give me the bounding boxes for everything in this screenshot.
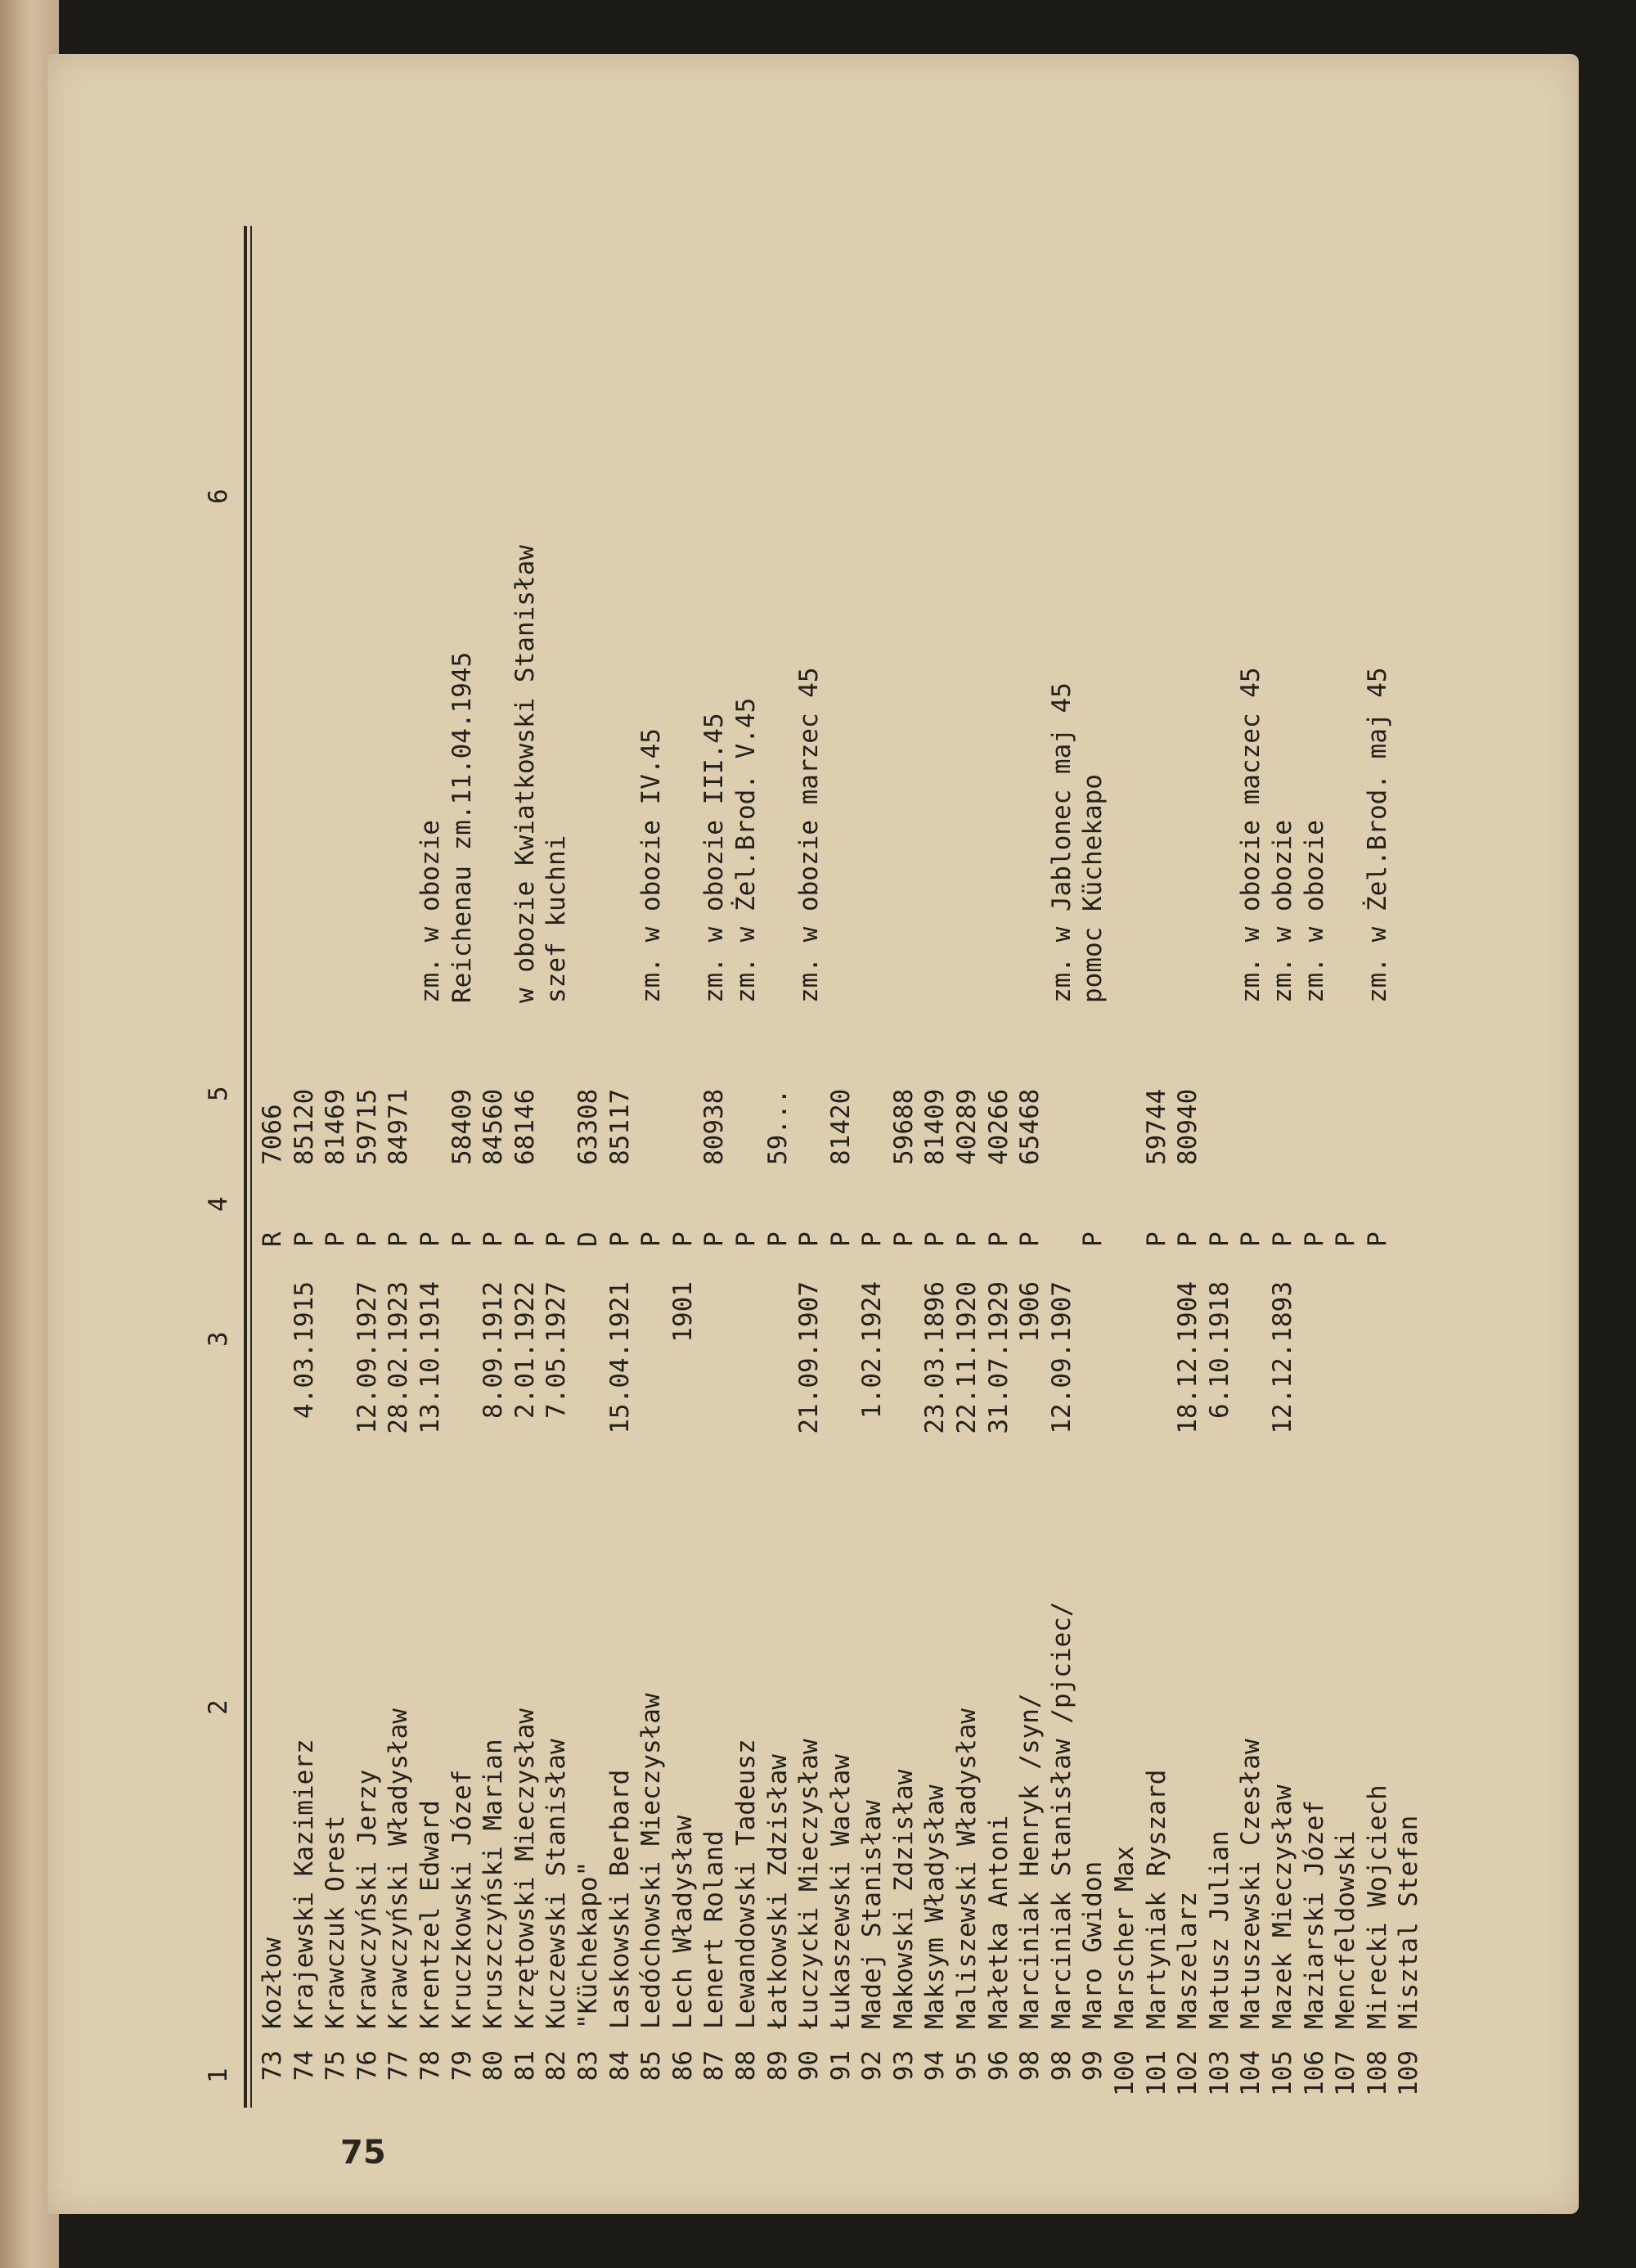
table-row <box>762 144 794 2108</box>
row-category: P <box>384 1231 414 1247</box>
row-name: Kruczkowski Józef <box>447 1769 477 2029</box>
row-number: 89 <box>762 2050 793 2081</box>
table-row <box>919 144 951 2108</box>
rotated-register-table <box>198 128 1474 2108</box>
row-category: P <box>289 1231 319 1247</box>
row-note: w obozie Kwiatkowski Stanisław <box>510 545 540 1003</box>
row-date: 12.09.1907 <box>1046 1281 1076 1434</box>
row-note: pomoc Küchekapo <box>1078 774 1108 1003</box>
row-note: Reichenau zm.11.04.1945 <box>447 651 477 1003</box>
row-category: P <box>415 1231 445 1247</box>
row-name: Łuczycki Mieczysław <box>794 1739 825 2029</box>
table-row <box>383 144 415 2108</box>
row-category: P <box>605 1231 635 1247</box>
row-category: P <box>1268 1231 1297 1247</box>
table-row <box>1204 144 1236 2108</box>
row-category: P <box>1299 1231 1329 1247</box>
table-row <box>825 144 857 2108</box>
row-prisoner-number: 58409 <box>447 1088 477 1165</box>
row-number: 106 <box>1299 2050 1329 2096</box>
row-name: Matusz Julian <box>1204 1830 1234 2029</box>
row-name: Marciniak Henryk /syn/ <box>1015 1693 1045 2029</box>
row-date: 12.09.1927 <box>352 1281 382 1434</box>
row-category: P <box>352 1231 382 1247</box>
row-name: Lewandowski Tadeusz <box>730 1739 761 2029</box>
table-row <box>1235 144 1267 2108</box>
row-name: "Küchekapo" <box>573 1861 603 2029</box>
row-date: 15.04.1921 <box>605 1281 635 1434</box>
table-row <box>289 144 321 2108</box>
row-number: 105 <box>1268 2050 1297 2096</box>
row-note: zm. w Żel.Brod. maj 45 <box>1362 667 1392 1003</box>
table-row <box>1014 144 1046 2108</box>
row-name: Krawczuk Orest <box>321 1815 351 2029</box>
row-name: Marscher Max <box>1110 1846 1140 2029</box>
row-category: D <box>573 1231 603 1247</box>
row-category: P <box>794 1231 825 1247</box>
row-prisoner-number: 68146 <box>510 1088 540 1165</box>
row-note: zm. w obozie <box>415 820 445 1003</box>
row-name: Maksym Władysław <box>920 1784 951 2029</box>
row-number: 77 <box>384 2050 414 2081</box>
row-category: P <box>762 1231 793 1247</box>
row-name: Łukaszewski Wacław <box>825 1754 856 2029</box>
row-name: Mazek Mieczysław <box>1268 1784 1297 2029</box>
row-category: P <box>1331 1231 1361 1247</box>
row-number: 73 <box>258 2050 287 2081</box>
table-row <box>888 144 920 2108</box>
row-number: 75 <box>321 2050 351 2081</box>
row-name: Makowski Zdzisław <box>888 1769 919 2029</box>
row-number: 98 <box>1015 2050 1045 2081</box>
row-number: 104 <box>1236 2050 1266 2096</box>
table-body <box>257 144 1425 2108</box>
row-prisoner-number: 65468 <box>1015 1088 1045 1165</box>
row-number: 74 <box>289 2050 319 2081</box>
row-category: P <box>479 1231 509 1247</box>
table-row <box>447 144 479 2108</box>
row-date: 2.01.1922 <box>510 1281 540 1419</box>
row-prisoner-number: 85117 <box>605 1088 635 1165</box>
row-date: 28.02.1923 <box>384 1281 414 1434</box>
row-note: zm. w obozie <box>1299 820 1329 1003</box>
row-name: Małetka Antoni <box>983 1815 1014 2029</box>
row-prisoner-number: 7066 <box>258 1104 287 1165</box>
row-prisoner-number: 59715 <box>352 1088 382 1165</box>
row-category: P <box>1204 1231 1234 1247</box>
row-prisoner-number: 59... <box>762 1088 793 1165</box>
row-number: 88 <box>730 2050 761 2081</box>
row-category: P <box>1141 1231 1171 1247</box>
row-name: Maziarski Józef <box>1299 1800 1329 2029</box>
row-category: P <box>510 1231 540 1247</box>
row-name: Krzętowski Mieczysław <box>510 1708 540 2029</box>
row-note: zm. w obozie marzec 45 <box>794 667 825 1003</box>
row-category: P <box>888 1231 919 1247</box>
table-row <box>1172 144 1204 2108</box>
row-note: zm. w Jablonec maj 45 <box>1046 682 1076 1003</box>
row-number: 78 <box>415 2050 445 2081</box>
row-name: Krawczyński Jerzy <box>352 1769 382 2029</box>
table-row <box>573 144 605 2108</box>
table-row <box>541 144 573 2108</box>
row-number: 101 <box>1141 2050 1171 2096</box>
row-number: 82 <box>542 2050 572 2081</box>
row-prisoner-number: 84971 <box>384 1088 414 1165</box>
row-date: 21.09.1907 <box>794 1281 825 1434</box>
table-row <box>1330 144 1362 2108</box>
table-row <box>951 144 983 2108</box>
row-date: 22.11.1920 <box>952 1281 982 1434</box>
row-date: 6.10.1918 <box>1204 1281 1234 1419</box>
row-number: 85 <box>636 2050 667 2081</box>
column-header-5: 5 <box>204 1086 233 1101</box>
row-number: 108 <box>1362 2050 1392 2096</box>
table-row <box>1141 144 1173 2108</box>
row-name: Maszelarz <box>1173 1892 1203 2029</box>
row-name: Łatkowski Zdzisław <box>762 1754 793 2029</box>
row-category: P <box>1078 1231 1108 1247</box>
row-note: zm. w obozie IV.45 <box>636 728 667 1003</box>
table-row <box>1393 144 1425 2108</box>
row-prisoner-number: 84560 <box>479 1088 509 1165</box>
row-number: 96 <box>983 2050 1014 2081</box>
row-number: 98 <box>1046 2050 1076 2081</box>
row-number: 94 <box>920 2050 951 2081</box>
table-row <box>636 144 667 2108</box>
row-category: P <box>447 1231 477 1247</box>
row-category: P <box>1173 1231 1203 1247</box>
table-row <box>320 144 352 2108</box>
table-row <box>605 144 636 2108</box>
table-row <box>1109 144 1141 2108</box>
table-row <box>1077 144 1109 2108</box>
row-prisoner-number: 59744 <box>1141 1088 1171 1165</box>
row-prisoner-number: 80938 <box>699 1088 730 1165</box>
table-row <box>699 144 730 2108</box>
row-category: P <box>1015 1231 1045 1247</box>
row-name: Krawczyński Władysław <box>384 1708 414 2029</box>
row-number: 107 <box>1331 2050 1361 2096</box>
row-note: szef kuchni <box>542 835 572 1003</box>
row-name: Kuczewski Stanisław <box>542 1739 572 2029</box>
row-date: 4.03.1915 <box>289 1281 319 1419</box>
row-category: P <box>321 1231 351 1247</box>
row-name: Krajewski Kazimierz <box>289 1739 319 2029</box>
table-row <box>510 144 542 2108</box>
row-prisoner-number: 81420 <box>825 1088 856 1165</box>
table-row <box>856 144 888 2108</box>
row-number: 79 <box>447 2050 477 2081</box>
row-date: 1906 <box>1015 1281 1045 1343</box>
row-date: 1.02.1924 <box>857 1281 888 1419</box>
table-row <box>1299 144 1331 2108</box>
row-number: 100 <box>1110 2050 1140 2096</box>
row-number: 95 <box>952 2050 982 2081</box>
row-category: P <box>636 1231 667 1247</box>
row-number: 93 <box>888 2050 919 2081</box>
row-number: 92 <box>857 2050 888 2081</box>
row-number: 103 <box>1204 2050 1234 2096</box>
header-rule-thick <box>244 226 247 2108</box>
row-number: 90 <box>794 2050 825 2081</box>
row-name: Ledóchowski Mieczysław <box>636 1693 667 2029</box>
column-header-4: 4 <box>204 1196 233 1212</box>
table-row <box>478 144 510 2108</box>
row-name: Kruszczyński Marian <box>479 1739 509 2029</box>
row-category: P <box>983 1231 1014 1247</box>
table-row <box>415 144 447 2108</box>
row-name: Matuszewski Czesław <box>1236 1739 1266 2029</box>
row-prisoner-number: 80940 <box>1173 1088 1203 1165</box>
row-date: 8.09.1912 <box>479 1281 509 1419</box>
row-prisoner-number: 63308 <box>573 1088 603 1165</box>
row-category: P <box>920 1231 951 1247</box>
column-header-1: 1 <box>204 2068 233 2083</box>
row-prisoner-number: 59688 <box>888 1088 919 1165</box>
column-header-3: 3 <box>204 1331 233 1347</box>
row-number: 91 <box>825 2050 856 2081</box>
row-prisoner-number: 40266 <box>983 1088 1014 1165</box>
row-name: Mirecki Wojciech <box>1362 1784 1392 2029</box>
column-header-row <box>198 226 239 2108</box>
table-row <box>667 144 699 2108</box>
column-header-2: 2 <box>204 1699 233 1715</box>
row-name: Misztal Stefan <box>1394 1815 1424 2029</box>
row-date: 23.03.1896 <box>920 1281 951 1434</box>
row-number: 80 <box>479 2050 509 2081</box>
table-row <box>793 144 825 2108</box>
row-name: Lenert Roland <box>699 1830 730 2029</box>
row-name: Krentzel Edward <box>415 1800 445 2029</box>
row-name: Lech Władysław <box>667 1815 698 2029</box>
row-date: 13.10.1914 <box>415 1281 445 1434</box>
row-number: 84 <box>605 2050 635 2081</box>
row-number: 76 <box>352 2050 382 2081</box>
table-row <box>1267 144 1299 2108</box>
row-category: R <box>258 1231 287 1247</box>
table-row <box>1362 144 1394 2108</box>
row-note: zm. w obozie III.45 <box>699 713 730 1003</box>
row-note: zm. w obozie <box>1268 820 1297 1003</box>
row-category: P <box>730 1231 761 1247</box>
row-number: 99 <box>1078 2050 1108 2081</box>
table-row <box>257 144 289 2108</box>
row-number: 81 <box>510 2050 540 2081</box>
row-name: Martyniak Ryszard <box>1141 1769 1171 2029</box>
row-date: 31.07.1929 <box>983 1281 1014 1434</box>
row-prisoner-number: 85120 <box>289 1088 319 1165</box>
row-number: 109 <box>1394 2050 1424 2096</box>
table-row <box>1046 144 1078 2108</box>
row-note: zm. w obozie maczec 45 <box>1236 667 1266 1003</box>
row-prisoner-number: 40289 <box>952 1088 982 1165</box>
table-row <box>352 144 384 2108</box>
row-name: Madej Stanisław <box>857 1800 888 2029</box>
row-category: P <box>699 1231 730 1247</box>
column-header-6: 6 <box>204 488 233 504</box>
row-note: zm. w Żel.Brod. V.45 <box>730 697 761 1003</box>
row-number: 86 <box>667 2050 698 2081</box>
row-number: 87 <box>699 2050 730 2081</box>
row-name: Maro Gwidon <box>1078 1861 1108 2029</box>
row-prisoner-number: 81409 <box>920 1088 951 1165</box>
row-date: 18.12.1904 <box>1173 1281 1203 1434</box>
row-category: P <box>857 1231 888 1247</box>
row-category: P <box>542 1231 572 1247</box>
row-category: P <box>952 1231 982 1247</box>
row-category: P <box>825 1231 856 1247</box>
row-category: P <box>1236 1231 1266 1247</box>
row-name: Maliszewski Władysław <box>952 1708 982 2029</box>
table-row <box>730 144 762 2108</box>
row-name: Mencfeldowski <box>1331 1830 1361 2029</box>
page-number: 75 <box>340 2134 386 2171</box>
row-name: Laskowski Berbard <box>605 1769 635 2029</box>
row-category: P <box>667 1231 698 1247</box>
row-date: 1901 <box>667 1281 698 1343</box>
row-category: P <box>1362 1231 1392 1247</box>
row-number: 83 <box>573 2050 603 2081</box>
row-number: 102 <box>1173 2050 1203 2096</box>
table-row <box>983 144 1015 2108</box>
row-name: Kozłow <box>258 1937 287 2029</box>
header-rule-thin <box>250 226 252 2108</box>
row-name: Marciniak Stanisław /pjciec/ <box>1046 1601 1076 2029</box>
row-prisoner-number: 81469 <box>321 1088 351 1165</box>
row-date: 7.05.1927 <box>542 1281 572 1419</box>
row-date: 12.12.1893 <box>1268 1281 1297 1434</box>
